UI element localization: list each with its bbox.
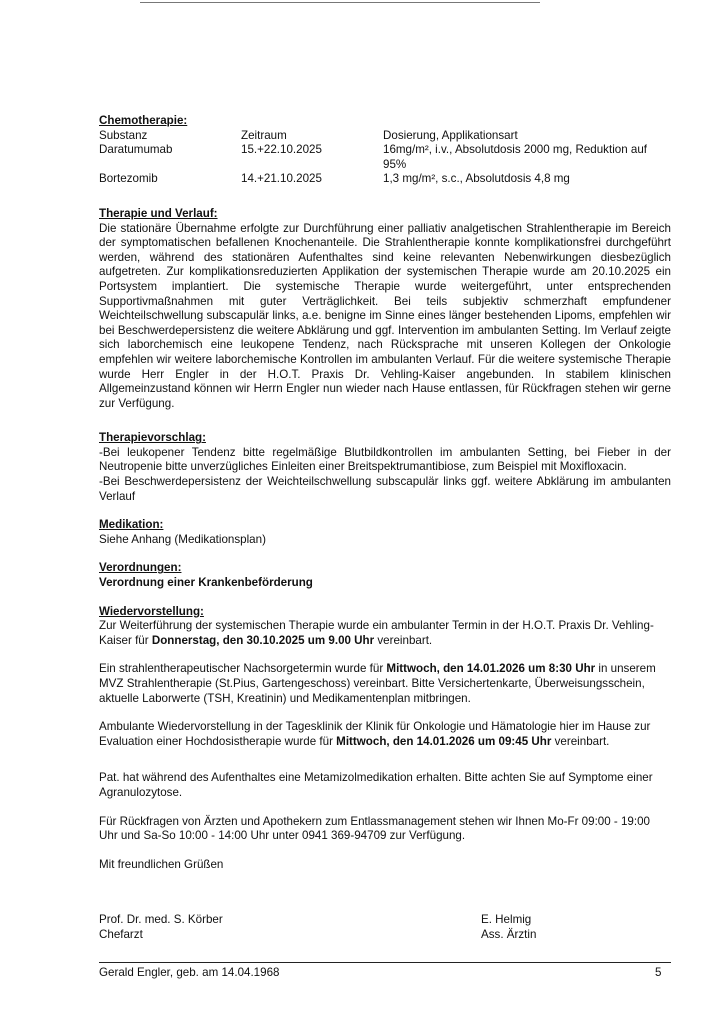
signer-role: Ass. Ärztin (481, 927, 537, 941)
substance-cell: Daratumumab (99, 143, 173, 157)
orders-text: Verordnung einer Krankenbeförderung (99, 576, 313, 590)
dosage-cell: 16mg/m², i.v., Absolutdosis 2000 mg, Reduktion auf 95% (383, 143, 648, 171)
chemotherapy-section (99, 114, 671, 187)
followup-text: in unserem MVZ Strahlentherapie (St.Pius, Gartengeschoss) vereinbart. Bitte Versichertenkarte, Überweisungsschein, aktuelle Laborwerte (TSH, Kreatinin) und Medikamentenplan mitbringen. (99, 662, 656, 705)
footer-patient: Gerald Engler, geb. am 14.04.1968 (99, 966, 280, 979)
table-header-row (99, 129, 671, 144)
greeting: Mit freundlichen Grüßen (99, 857, 224, 871)
appointment-date: Mittwoch, den 14.01.2026 um 8:30 Uhr (386, 662, 596, 676)
col-period: Zeitraum (241, 128, 287, 142)
period-cell: 15.+22.10.2025 (241, 143, 322, 157)
orders-section (99, 561, 671, 590)
signature-left (99, 913, 223, 942)
signature-right (481, 913, 536, 942)
signer-name: E. Helmig (481, 913, 532, 926)
footer-rule (99, 962, 671, 963)
therapy-section (99, 207, 671, 411)
therapy-heading: Therapie und Verlauf: (99, 206, 218, 220)
medication-heading: Medikation: (99, 518, 164, 532)
proposal-line-1: -Bei leukopener Tendenz bitte regelmäßige Blutbildkontrollen im ambulanten Setting, bei Fieber in der Neutropenie bitte unverzügliches Einleiten einer Breitspektrumantibiose, zum Beispiel mit Moxifloxacin. (99, 445, 671, 474)
top-rule (140, 2, 540, 3)
proposal-line-2: -Bei Beschwerdepersistenz der Weichteilschwellung subscapulär links ggf. weitere Abklärung im ambulanten Verlauf (99, 475, 671, 503)
medication-section (99, 518, 671, 547)
medication-text: Siehe Anhang (Medikationsplan) (99, 532, 266, 546)
followup-text: vereinbart. (374, 633, 433, 647)
followup-paragraph-5: Für Rückfragen von Ärzten und Apothekern zum Entlassmanagement stehen wir Ihnen Mo-Fr 09:00 - 19:00 Uhr und Sa-So 10:00 - 14:00 Uhr unter 0941 369-94709 zur Verfügung. (99, 814, 650, 843)
period-cell: 14.+21.10.2025 (241, 172, 322, 186)
proposal-section (99, 431, 671, 504)
followup-paragraph-3 (99, 720, 671, 749)
followup-paragraph-2 (99, 662, 671, 706)
table-row (99, 172, 671, 187)
proposal-heading: Therapievorschlag: (99, 431, 206, 445)
substance-cell: Bortezomib (99, 172, 158, 186)
followup-paragraph-4: Pat. hat während des Aufenthaltes eine Metamizolmedikation erhalten. Bitte achten Sie auf Symptome einer Agranulozytose. (99, 771, 653, 799)
signer-role: Chefarzt (99, 927, 143, 941)
therapy-text: Die stationäre Übernahme erfolgte zur Durchführung einer palliativ analgetischen Strahlentherapie im Bereich der symptomatischen befallenen Knochenanteile. Die Strahlentherapie konnte komplikationsfrei durchgeführt werden, während des stationären Aufenthaltes sind keine relevanten Nebenwirkungen diesbezüglich aufgetreten. Zur komplikationsreduzierten Applikation der systemischen Therapie wurde am 20.10.2025 ein Portsystem implantiert. Die systemische Therapie wurde weitergeführt, unter entsprechenden Supportivmaßnahmen mit guter Verträglichkeit. Bei teils subjektiv schmerzhaft empfundener Weichteilschwellung subscapulär links, a.e. benigne im Sinne eines länger bestehenden Lipoms, empfehlen wir bei Beschwerdepersistenz die weitere Abklärung und ggf. Intervention im ambulanten Setting. Im Verlauf zeigte sich laborchemisch eine leukopene Tendenz, nach Rücksprache mit unseren Kollegen der Onkologie empfehlen wir weitere laborchemische Kontrollen im ambulanten Verlauf. Für die weitere systemische Therapie wurde Herr Engler in der H.O.T. Praxis Dr. Vehling-Kaiser angebunden. In stabilem klinischen Allgemeinzustand können wir Herrn Engler nun wieder nach Hause entlassen, für Rückfragen stehen wir gerne zur Verfügung. (99, 221, 671, 410)
page-number: 5 (655, 966, 662, 979)
signer-name: Prof. Dr. med. S. Körber (99, 913, 223, 926)
col-dosage: Dosierung, Applikationsart (383, 128, 518, 142)
followup-text: vereinbart. (551, 734, 610, 748)
col-substance: Substanz (99, 128, 148, 142)
followup-section (99, 605, 671, 873)
followup-text: Ein strahlentherapeutischer Nachsorgetermin wurde für (99, 662, 387, 676)
appointment-date: Donnerstag, den 30.10.2025 um 9.00 Uhr (151, 633, 375, 647)
dosage-cell: 1,3 mg/m², s.c., Absolutdosis 4,8 mg (383, 172, 570, 186)
letter-body (99, 114, 671, 872)
chemotherapy-heading: Chemotherapie: (99, 114, 188, 127)
followup-heading: Wiedervorstellung: (99, 604, 204, 618)
orders-heading: Verordnungen: (99, 561, 182, 575)
followup-text: Zur Weiterführung der systemischen Therapie wurde ein ambulanter Termin in der H.O.T. Praxis Dr. Vehling-Kaiser für (99, 619, 654, 647)
chemotherapy-table (99, 129, 671, 187)
appointment-date: Mittwoch, den 14.01.2026 um 09:45 Uhr (336, 734, 552, 748)
followup-text: Ambulante Wiedervorstellung in der Tagesklinik der Klinik für Onkologie und Hämatologie hier im Hause zur Evaluation einer Hochdosistherapie wurde für (99, 720, 651, 748)
table-row (99, 143, 671, 172)
followup-paragraph-1 (99, 619, 671, 648)
